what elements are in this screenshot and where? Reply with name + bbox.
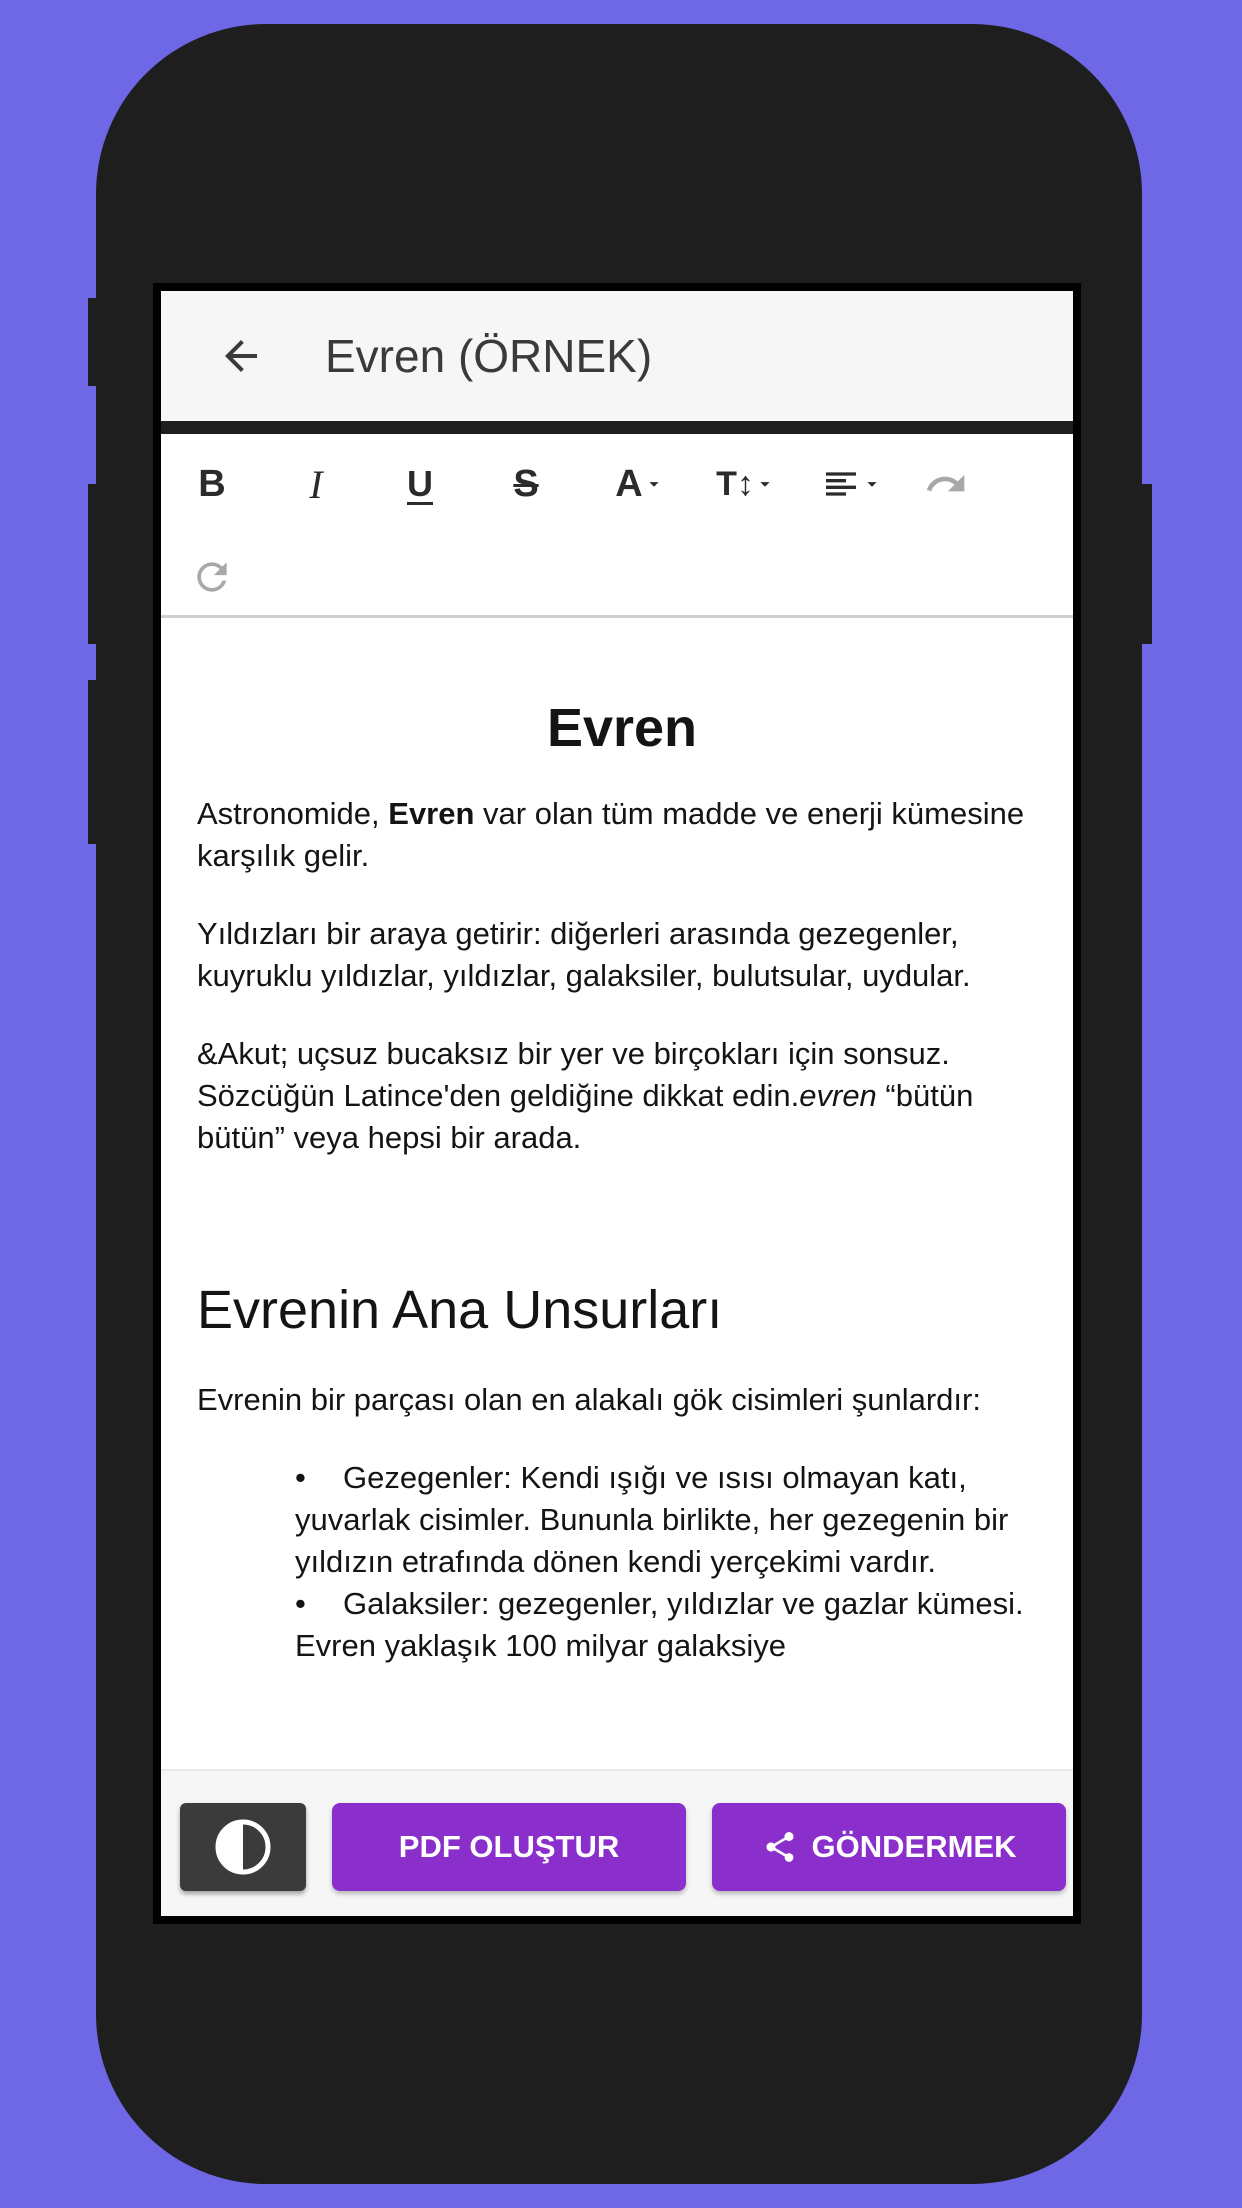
paragraph: &Akut; uçsuz bucaksız bir yer ve birçokları için sonsuz. Sözcüğün Latince'den geldiğine dikkat edin.evren “bütün bütün” veya hepsi bir arada. bbox=[197, 1036, 974, 1155]
paragraph: Astronomide, Evren var olan tüm madde ve enerji kümesine karşılık gelir. bbox=[197, 796, 1025, 873]
device-power-button bbox=[1138, 484, 1152, 644]
italic-icon: I bbox=[309, 461, 323, 507]
caret-down-icon bbox=[643, 473, 665, 495]
contrast-icon bbox=[213, 1817, 273, 1877]
strikethrough-icon: S bbox=[513, 462, 539, 505]
underline-icon: U bbox=[407, 463, 433, 504]
align-button[interactable] bbox=[807, 449, 897, 519]
text-size-button[interactable] bbox=[701, 449, 791, 519]
appbar-divider bbox=[161, 421, 1073, 434]
paragraph: Evrenin bir parçası olan en alakalı gök cisimleri şunlardır: bbox=[197, 1382, 981, 1417]
bold-button[interactable] bbox=[177, 449, 247, 519]
underline-button[interactable] bbox=[385, 449, 455, 519]
back-button[interactable] bbox=[211, 326, 271, 386]
device-volume-button bbox=[88, 298, 102, 386]
share-icon bbox=[762, 1829, 798, 1865]
page-title: Evren (ÖRNEK) bbox=[325, 330, 653, 382]
bullet-list bbox=[197, 1457, 1047, 1667]
undo-button[interactable] bbox=[911, 449, 981, 519]
create-pdf-button[interactable] bbox=[332, 1803, 686, 1891]
send-label: GÖNDERMEK bbox=[811, 1829, 1017, 1864]
app-screen bbox=[161, 291, 1073, 1916]
redo-button[interactable] bbox=[177, 542, 247, 612]
bottom-action-bar bbox=[161, 1769, 1073, 1916]
document-title: Evren bbox=[546, 698, 698, 758]
list-item: • Gezegenler: Kendi ışığı ve ısısı olmayan katı, yuvarlak cisimler. Bununla birlikte, her gezegenin bir yıldızın etrafında dönen kendi yerçekimi vardır. bbox=[295, 1457, 1047, 1583]
device-volume-button bbox=[88, 484, 102, 644]
text-size-icon: T↕ bbox=[716, 464, 754, 503]
caret-down-icon bbox=[861, 473, 883, 495]
bold-icon: B bbox=[198, 462, 226, 505]
paragraph: Yıldızları bir araya getirir: diğerleri arasında gezegenler, kuyruklu yıldızlar, yıldızlar, galaksiler, bulutsular, uydular. bbox=[197, 916, 971, 993]
document-content[interactable] bbox=[197, 617, 1047, 1757]
font-color-button[interactable] bbox=[595, 449, 685, 519]
send-button[interactable] bbox=[712, 1803, 1066, 1891]
app-bar bbox=[161, 291, 1073, 421]
redo-icon bbox=[190, 555, 234, 599]
font-color-icon: A bbox=[615, 462, 643, 505]
create-pdf-label: PDF OLUŞTUR bbox=[398, 1829, 620, 1864]
section-heading: Evrenin Ana Unsurları bbox=[197, 1280, 723, 1340]
italic-button[interactable] bbox=[281, 449, 351, 519]
caret-down-icon bbox=[754, 473, 776, 495]
device-volume-button bbox=[88, 680, 102, 844]
align-left-icon bbox=[821, 464, 861, 504]
editor-toolbar bbox=[161, 434, 1073, 618]
undo-icon bbox=[924, 462, 968, 506]
arrow-left-icon bbox=[217, 332, 265, 380]
strikethrough-button[interactable] bbox=[491, 449, 561, 519]
theme-toggle-button[interactable] bbox=[180, 1803, 306, 1891]
list-item: • Galaksiler: gezegenler, yıldızlar ve gazlar kümesi. Evren yaklaşık 100 milyar galaksiye bbox=[295, 1583, 1047, 1667]
